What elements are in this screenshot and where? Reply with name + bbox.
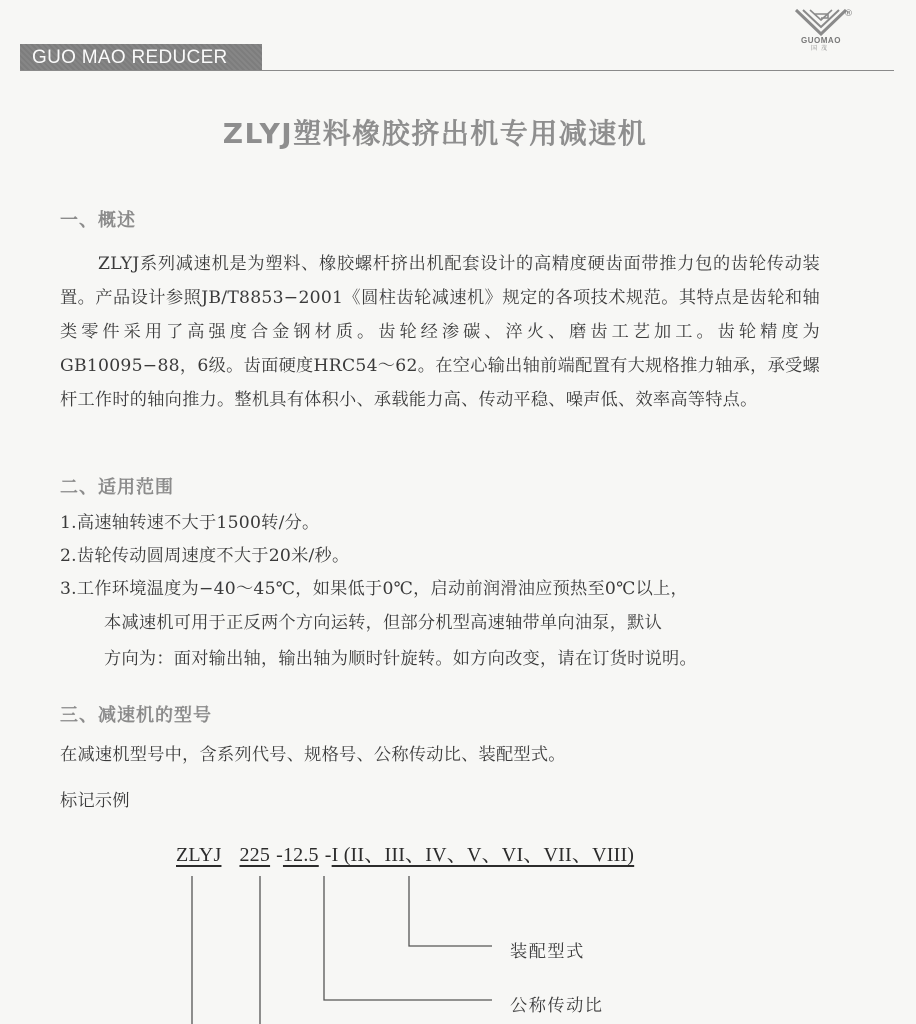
overview-text: ZLYJ系列减速机是为塑料、橡胶螺杆挤出机配套设计的高精度硬齿面带推力包的齿轮传动装置。产品设计参照JB/T8853−2001《圆柱齿轮减速机》规定的各项技术规范。其特点是齿轮和轴类零件采用了高强度合金钢材质。齿轮经渗碳、淬火、磨齿工艺加工。齿轮精度为GB10095−88，6级。齿面硬度HRC54～62。在空心输出轴前端配置有大规格推力轴承，承受螺杆工作时的轴向推力。整机具有体积小、承载能力高、传动平稳、噪声低、效率高等特点。 bbox=[60, 254, 820, 410]
model-ratio-code: 12.5 bbox=[282, 844, 319, 866]
section-heading-overview: 一、概述 bbox=[60, 210, 136, 231]
guomao-logo-icon bbox=[794, 6, 848, 36]
model-series-code: ZLYJ bbox=[176, 844, 222, 866]
ratio-callout-line bbox=[324, 876, 492, 1000]
callout-assembly-type: 装配型式 bbox=[510, 942, 585, 962]
model-description: 在减速机型号中，含系列代号、规格号、公称传动比、装配型式。 bbox=[60, 745, 566, 765]
callout-nominal-ratio: 公称传动比 bbox=[510, 996, 604, 1016]
example-label: 标记示例 bbox=[60, 791, 130, 811]
section-heading-model: 三、减速机的型号 bbox=[60, 705, 212, 726]
logo-wordmark: GUOMAO bbox=[801, 36, 841, 45]
overview-paragraph bbox=[60, 247, 820, 417]
model-size-code: 225 bbox=[239, 844, 271, 866]
scope-item: 3.工作环境温度为−40～45℃，如果低于0℃，启动前润滑油应预热至0℃以上， bbox=[60, 579, 688, 599]
model-callout-lines bbox=[0, 860, 916, 1024]
model-assembly-dash: - bbox=[324, 844, 332, 866]
scope-item: 2.齿轮传动圆周速度不大于20米/秒。 bbox=[60, 546, 350, 566]
section-heading-scope: 二、适用范围 bbox=[60, 477, 174, 498]
scope-item-continuation: 本减速机可用于正反两个方向运转，但部分机型高速轴带单向油泵，默认 bbox=[104, 613, 663, 633]
header-divider bbox=[20, 70, 894, 71]
scope-item-continuation: 方向为：面对输出轴，输出轴为顺时针旋转。如方向改变，请在订货时说明。 bbox=[104, 649, 697, 669]
page-title: ZLYJ塑料橡胶挤出机专用减速机 bbox=[222, 117, 648, 150]
scope-item: 1.高速轴转速不大于1500转/分。 bbox=[60, 513, 320, 533]
model-ratio-dash: - bbox=[276, 844, 283, 866]
brand-label: GUO MAO REDUCER bbox=[20, 44, 262, 71]
assembly-callout-line bbox=[409, 876, 492, 946]
logo-chinese-name: 国茂 bbox=[810, 45, 831, 52]
registered-mark: ® bbox=[844, 9, 853, 19]
model-assembly-code: I (II、III、IV、V、VI、VII、VIII) bbox=[331, 844, 635, 866]
